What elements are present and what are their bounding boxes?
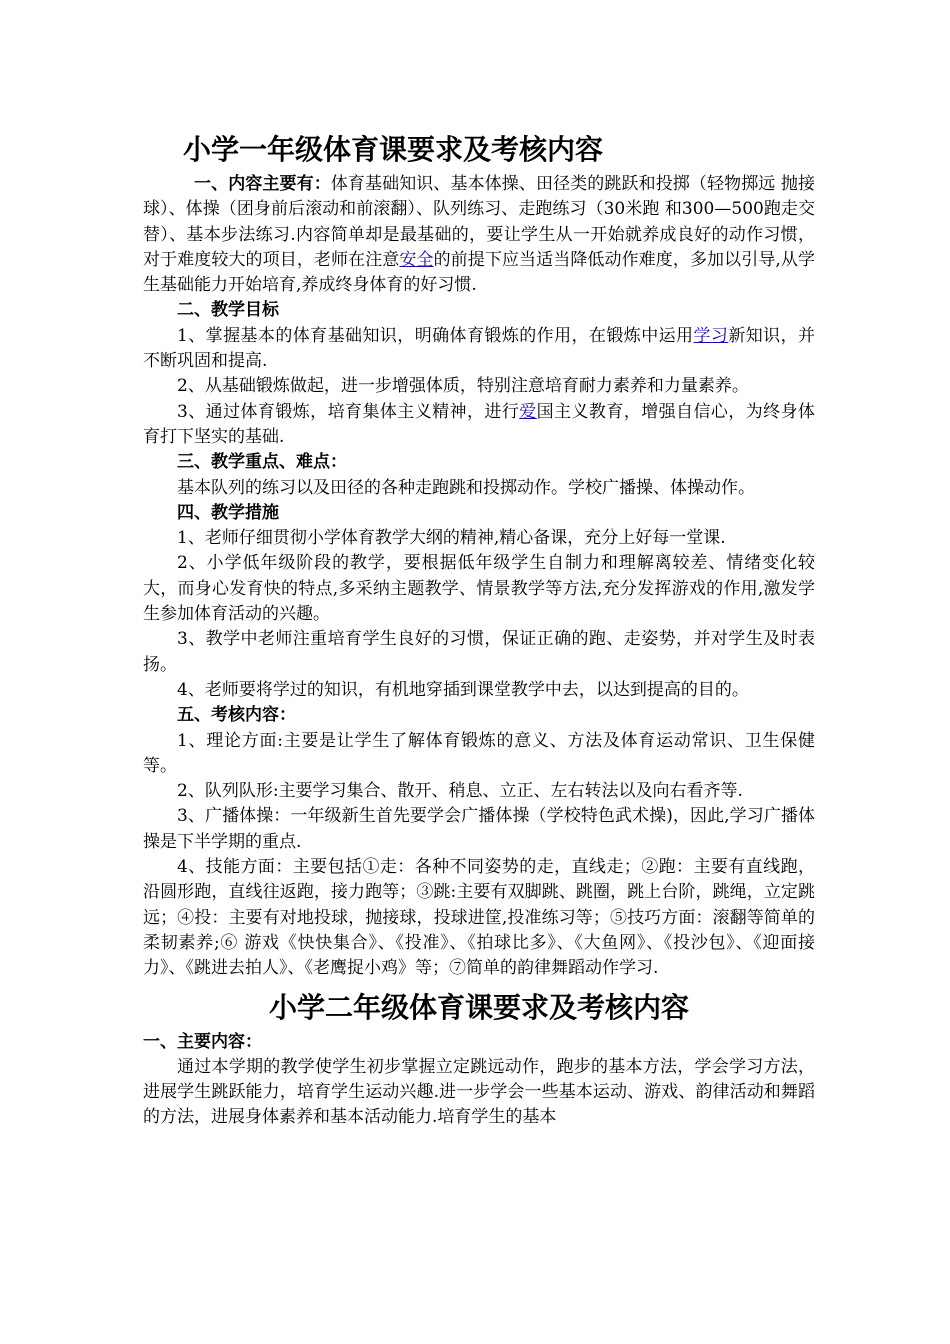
link-safety[interactable]: 安全 [399, 249, 434, 270]
grade2-section-heading: 一、主要内容： [143, 1031, 262, 1052]
goal-item-3-text-b: 国主义教育，增强自信心，为终身体育打下坚实的基础. [143, 401, 815, 447]
measure-item: 4、老师要将学过的知识，有机地穿插到课堂教学中去，以达到提高的目的。 [177, 679, 749, 700]
assessment-heading: 五、考核内容： [177, 705, 296, 726]
goal-item-1-text-b: 新知识，并不断巩固和提高. [143, 325, 815, 372]
goals-heading: 二、教学目标 [177, 300, 279, 321]
measure-item: 3、教学中老师注重培育学生良好的习惯，保证正确的跑、走姿势，并对学生及时表扬。 [143, 629, 815, 675]
goal-item-3-text-a: 3、通过体育锻炼，培育集体主义精神，进行 [177, 401, 520, 422]
intro-text-a: 体育基础知识、基本体操、田径类的跳跃和投掷（轻物掷远 抛接球）、体操（团身前后滚动和前滚翻）、队列练习、走跑练习（30米跑 和300—500跑走交替）、基本步法练习.内容简单却是最基础的，要让学生从一开始就养成良好的动作习惯，对于难度较大的项目，老师在注意 [143, 174, 816, 270]
goal-item-1-text-a: 1、掌握基本的体育基础知识，明确体育锻炼的作用，在锻炼中运用 [177, 325, 694, 346]
focus-text: 基本队列的练习以及田径的各种走跑跳和投掷动作。学校广播操、体操动作。 [177, 477, 755, 498]
measure-item: 1、老师仔细贯彻小学体育教学大纲的精神,精心备课，充分上好每一堂课. [177, 528, 726, 549]
link-study[interactable]: 学习 [693, 325, 729, 346]
grade1-intro-paragraph [143, 172, 815, 298]
grade2-title: 小学二年级体育课要求及考核内容 [268, 990, 689, 1024]
goal-item-1 [143, 324, 815, 375]
goal-item-3 [143, 400, 815, 451]
focus-heading: 三、教学重点、难点： [177, 452, 347, 473]
intro-lead: 一、内容主要有： [194, 174, 331, 194]
measures-heading: 四、教学措施 [177, 502, 279, 523]
link-love[interactable]: 爱 [519, 401, 537, 422]
measure-item: 2、小学低年级阶段的教学，要根据低年级学生自制力和理解离较差、情绪变化较大，而身心发育快的特点,多采纳主题教学、情景教学等方法,充分发挥游戏的作用,激发学生参加体育活动的兴趣。 [143, 553, 815, 625]
assessment-item: 3、广播体操：一年级新生首先要学会广播体操（学校特色武术操)，因此,学习广播体操是下半学期的重点. [143, 806, 815, 852]
assessment-item: 1、理论方面:主要是让学生了解体育锻炼的意义、方法及体育运动常识、卫生保健等。 [143, 730, 815, 776]
assessment-item: 2、队列队形:主要学习集合、散开、稍息、立正、左右转法以及向右看齐等. [177, 781, 743, 802]
grade1-title: 小学一年级体育课要求及考核内容 [183, 133, 604, 166]
assessment-item: 4、技能方面：主要包括①走：各种不同姿势的走，直线走；②跑：主要有直线跑，沿圆形跑，直线往返跑，接力跑等；③跳:主要有双脚跳、跳圈，跳上台阶，跳绳，立定跳远；④投：主要有对地投球，抛接球，投球进筐,投准练习等；⑤技巧方面：滚翻等简单的柔韧素养;⑥ 游戏《快快集合》、《投准》、《拍球比多》、《大鱼网》、《投沙包》、《迎面接力》、《跳进去拍人》、《老鹰捉小鸡》等；⑦简单的韵律舞蹈动作学习. [143, 857, 815, 979]
grade2-text: 通过本学期的教学使学生初步掌握立定跳远动作，跑步的基本方法，学会学习方法，进展学生跳跃能力，培育学生运动兴趣.进一步学会一些基本运动、游戏、韵律活动和舞蹈的方法，进展身体素养和基本活动能力.培育学生的基本 [143, 1056, 815, 1128]
document-page [143, 128, 815, 1131]
intro-text-b: 的前提下应当适当降低动作难度，多加以引导,从学生基础能力开始培育,养成终身体育的好习惯. [143, 249, 816, 296]
goal-item-2: 2、从基础锻炼做起，进一步增强体质，特别注意培育耐力素养和力量素养。 [177, 376, 749, 397]
